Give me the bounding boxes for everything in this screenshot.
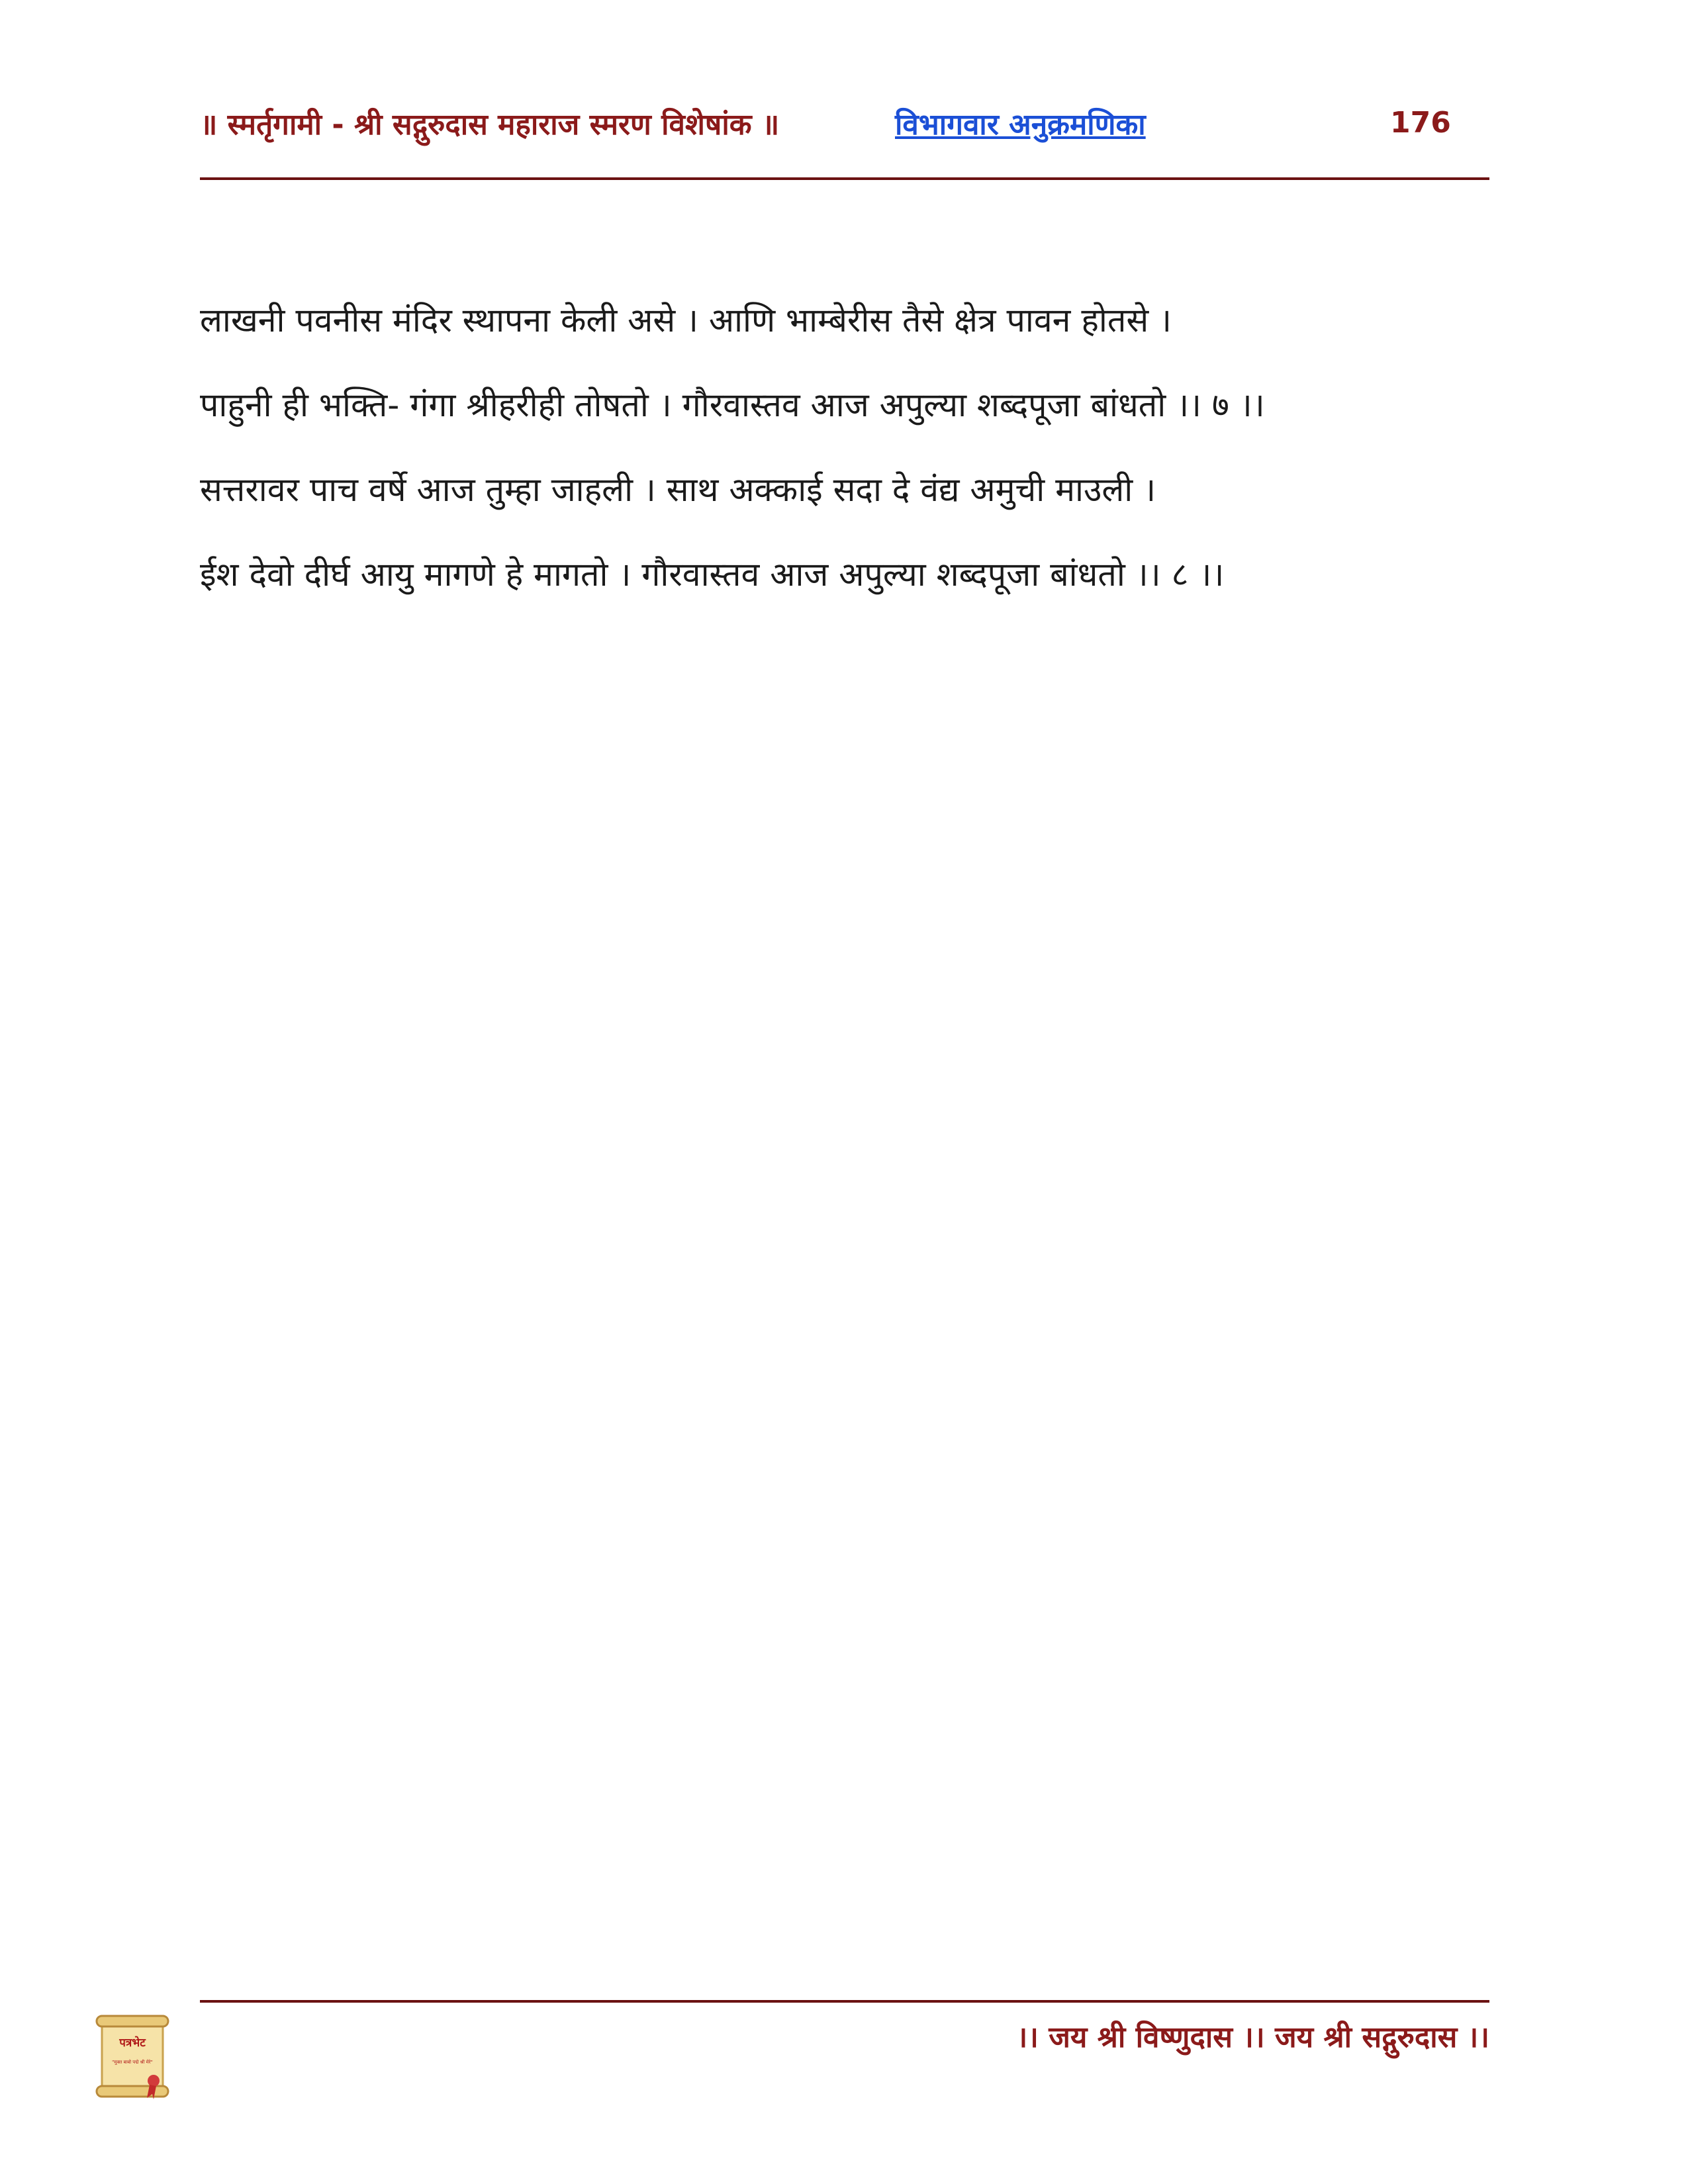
poem-line: लाखनी पवनीस मंदिर स्थापना केली असे । आणि भाम्बेरीस तैसे क्षेत्र पावन होतसे । xyxy=(200,301,1172,340)
poem-line: सत्तरावर पाच वर्षे आज तुम्हा जाहली । साथ अक्काई सदा दे वंद्य अमुची माउली । xyxy=(200,471,1156,509)
poem-line: पाहुनी ही भक्ति- गंगा श्रीहरीही तोषतो । गौरवास्तव आज अपुल्या शब्दपूजा बांधतो ।। ७ ।। xyxy=(200,386,1265,424)
poem-line: ईश देवो दीर्घ आयु मागणे हे मागतो । गौरवास्तव आज अपुल्या शब्दपूजा बांधतो ।। ८ ।। xyxy=(200,555,1225,594)
scroll-icon xyxy=(93,2012,172,2105)
logo-tagline: "मुक्त बाबो पद्मे श्री मेरे" xyxy=(112,2060,153,2065)
logo-label: पत्रभेट xyxy=(119,2036,146,2050)
page-header xyxy=(0,0,1688,185)
footer-divider xyxy=(200,2000,1489,2003)
footer-salutation: ।। जय श्री विष्णुदास ।। जय श्री सद्गुरुदास ।। xyxy=(1016,2021,1489,2054)
patrabhet-logo xyxy=(93,2012,172,2105)
page-number: 176 xyxy=(1390,106,1451,140)
magazine-title: ॥ स्मर्तृगामी - श्री सद्गुरुदास महाराज स्मरण विशेषांक ॥ xyxy=(200,108,780,142)
header-divider xyxy=(200,177,1489,180)
section-index-link[interactable]: विभागवार अनुक्रमणिका xyxy=(895,108,1146,142)
poem-body xyxy=(200,278,1491,617)
